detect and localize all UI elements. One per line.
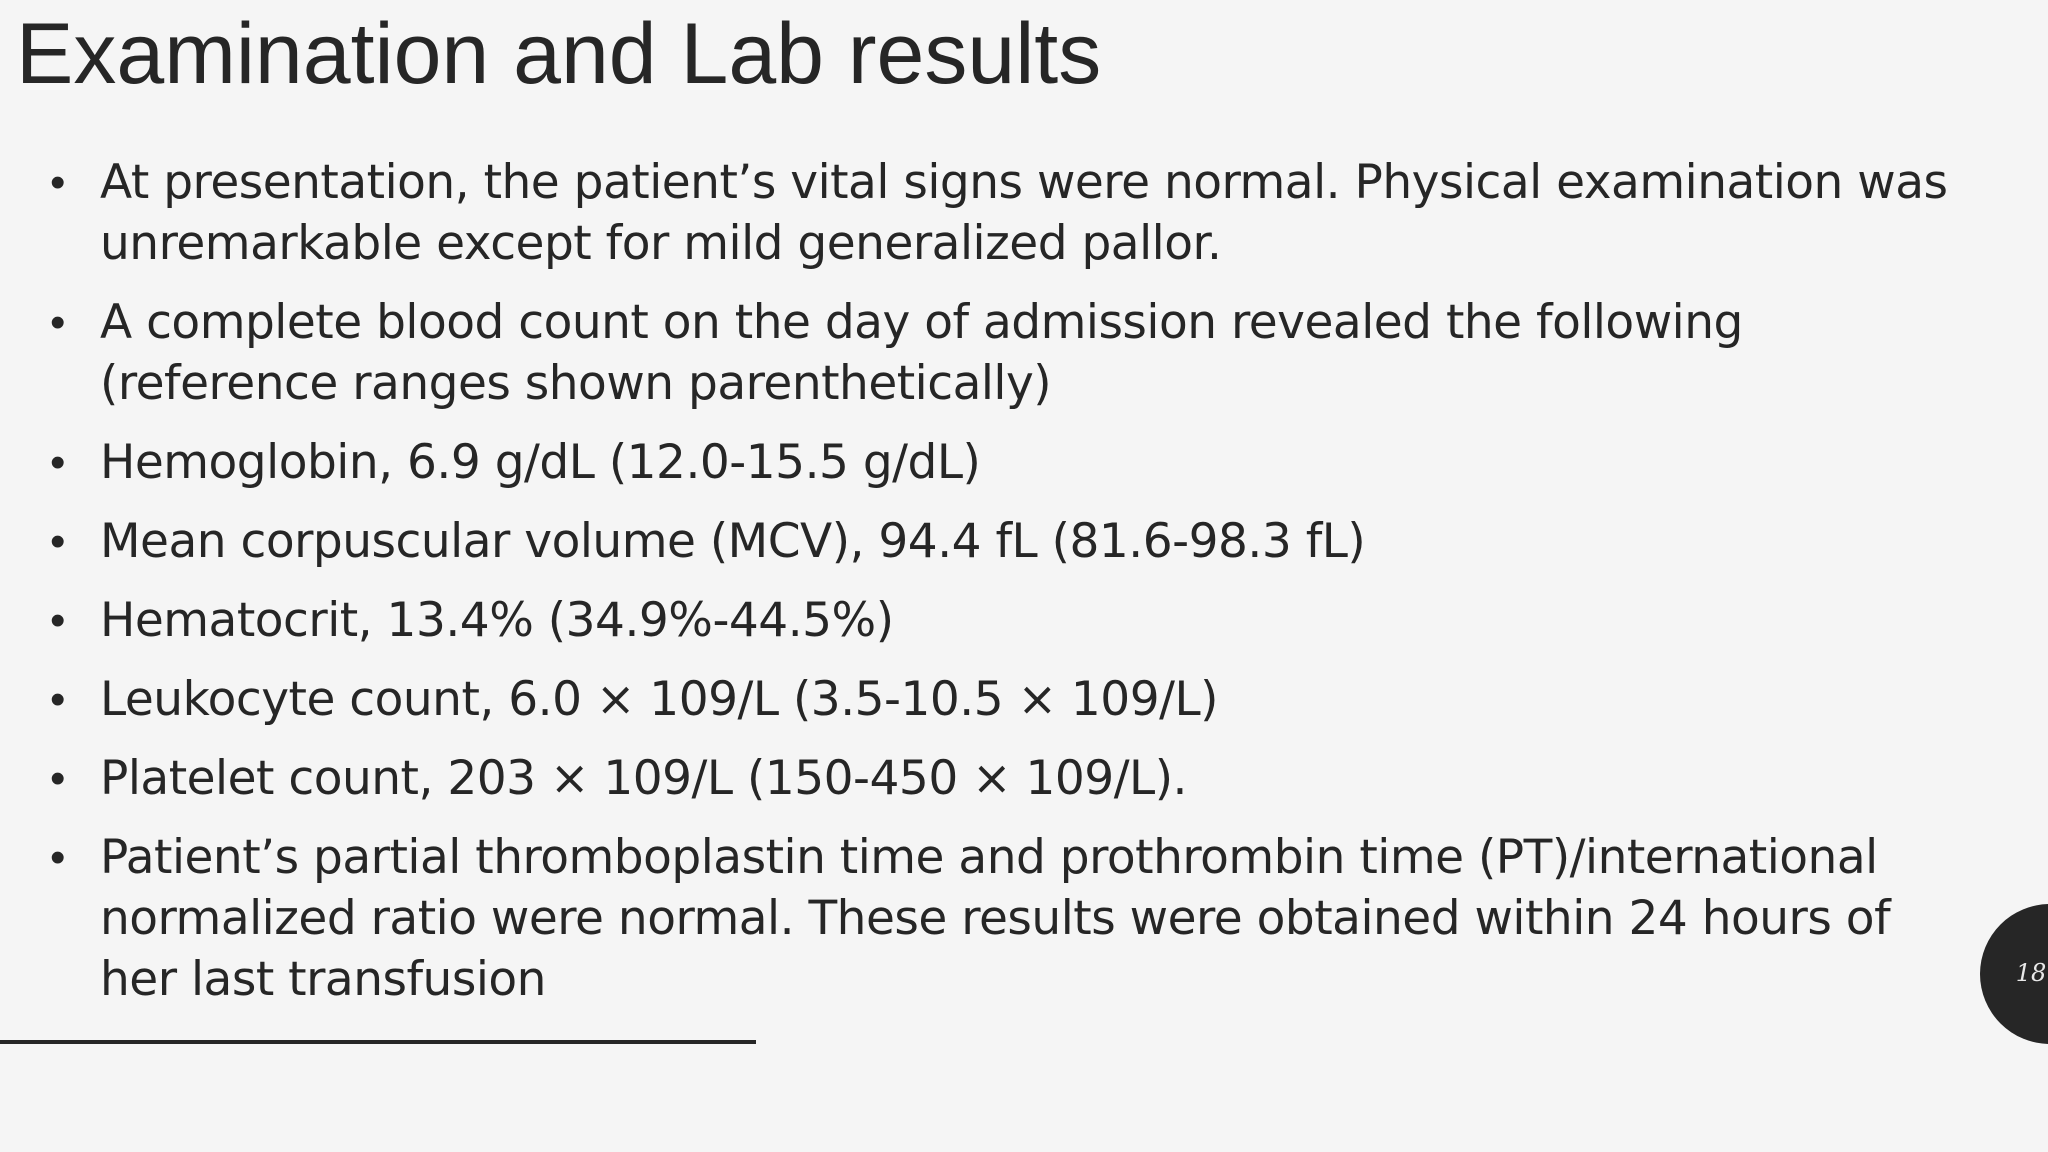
bullet-icon: • <box>50 158 65 207</box>
page-number: 18 <box>2015 959 2047 987</box>
bullet-icon: • <box>50 596 65 645</box>
bullet-item-platelet <box>50 748 1980 809</box>
bullet-item-coagulation <box>50 827 1980 1010</box>
bullet-text: Hemoglobin, 6.9 g/dL (12.0-15.5 g/dL) <box>100 435 981 490</box>
bullet-icon: • <box>50 517 65 566</box>
slide-title: Examination and Lab results <box>16 6 1102 102</box>
bullet-item-blood-count <box>50 292 1980 414</box>
bullet-text: Mean corpuscular volume (MCV), 94.4 fL (81.6-98.3 fL) <box>100 514 1366 569</box>
bullet-icon: • <box>50 298 65 347</box>
bullet-list <box>50 152 1980 1028</box>
bullet-icon: • <box>50 754 65 803</box>
bullet-icon: • <box>50 438 65 487</box>
bullet-item-vital-signs <box>50 152 1980 274</box>
bullet-text: Platelet count, 203 × 109/L (150-450 × 109/L). <box>100 751 1187 806</box>
bullet-item-hemoglobin <box>50 432 1980 493</box>
page-number-badge <box>1980 904 2048 1044</box>
bullet-text: A complete blood count on the day of admission revealed the following (reference ranges shown parenthetically) <box>100 295 1743 411</box>
bullet-item-mcv <box>50 511 1980 572</box>
bullet-item-leukocyte <box>50 669 1980 730</box>
bullet-icon: • <box>50 675 65 724</box>
bullet-text: Patient’s partial thromboplastin time and prothrombin time (PT)/international normalized ratio were normal. These results were obtained within 24 hours of her last transfusion <box>100 830 1891 1007</box>
bullet-item-hematocrit <box>50 590 1980 651</box>
footer-divider <box>0 1040 756 1044</box>
bullet-text: At presentation, the patient’s vital signs were normal. Physical examination was unremarkable except for mild generalized pallor. <box>100 155 1948 271</box>
bullet-icon: • <box>50 833 65 882</box>
bullet-text: Leukocyte count, 6.0 × 109/L (3.5-10.5 × 109/L) <box>100 672 1218 727</box>
bullet-text: Hematocrit, 13.4% (34.9%-44.5%) <box>100 593 894 648</box>
